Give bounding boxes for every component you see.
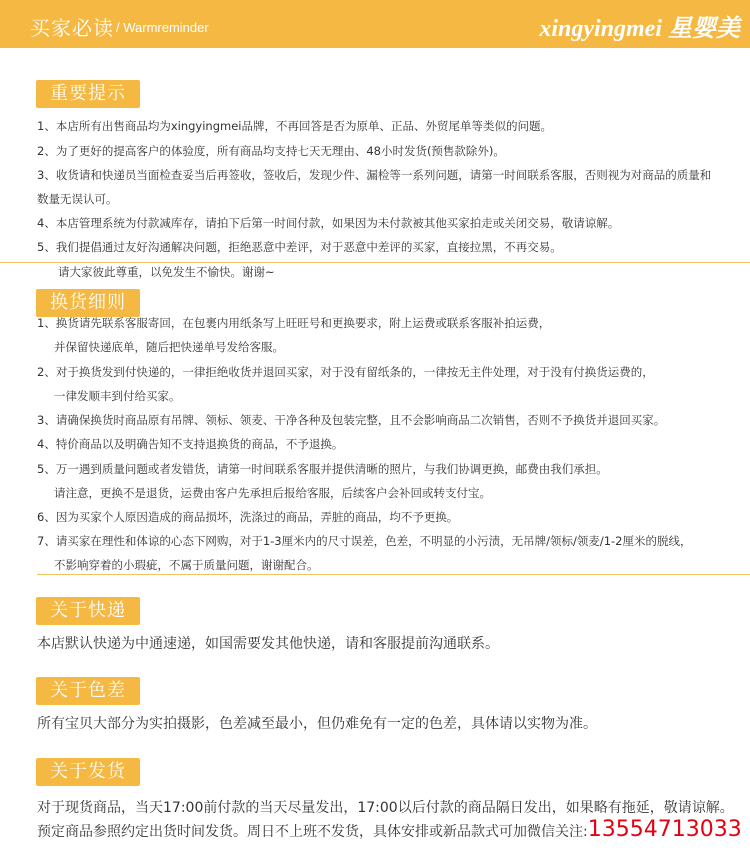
exchange-line-1-cont: 并保留快递底单，随后把快递单号发给客服。 — [54, 340, 284, 354]
exchange-line-7: 7、请买家在理性和体谅的心态下网购，对于1-3厘米内的尺寸误差，色差，不明显的小污渍，无吊牌/领标/领麦/1-2厘米的脱线， — [37, 534, 692, 548]
exchange-line-2: 2、对于换货发到付快递的，一律拒绝收货并退回买家，对于没有留纸条的，一律按无主件处理，对于没有付换货运费的， — [37, 365, 654, 379]
divider — [0, 262, 750, 263]
color-text: 所有宝贝大部分为实拍摄影，色差减至最小，但仍难免有一定的色差，具体请以实物为准。 — [37, 716, 597, 732]
exchange-line-5-cont: 请注意，更换不是退货，运费由客户先承担后报给客服，后续客户会补回或转支付宝。 — [54, 486, 491, 500]
shipping-line-2 — [37, 817, 742, 842]
header-bar — [0, 0, 750, 48]
page-title: 买家必读 — [30, 16, 114, 40]
section-heading-shipping: 关于发货 — [36, 758, 140, 786]
brand-logo: xingyingmei 星婴美 — [539, 16, 740, 42]
important-closing: 请大家彼此尊重，以免发生不愉快。谢谢~ — [58, 265, 275, 279]
page-subtitle: / Warmreminder — [116, 20, 209, 35]
important-line-2: 2、为了更好的提高客户的体验度，所有商品均支持七天无理由、48小时发货(预售款除外)。 — [37, 144, 505, 158]
shipping-line-2-text: 预定商品参照约定出货时间发货。周日不上班不发货，具体安排或新品款式可加微信关注: — [37, 824, 588, 840]
important-line-3-cont: 数量无误认可。 — [37, 192, 118, 206]
wechat-phone-number: 13554713033 — [587, 817, 742, 842]
shipping-line-1: 对于现货商品，当天17:00前付款的当天尽量发出，17:00以后付款的商品隔日发出，如果略有拖延，敬请谅解。 — [37, 800, 734, 816]
exchange-line-7-cont: 不影响穿着的小瑕疵，不属于质量问题，谢谢配合。 — [54, 558, 319, 572]
section-heading-exchange: 换货细则 — [36, 289, 140, 317]
important-line-4: 4、本店管理系统为付款减库存，请拍下后第一时间付款，如果因为未付款被其他买家拍走或关闭交易，敬请谅解。 — [37, 216, 620, 230]
section-heading-color: 关于色差 — [36, 677, 140, 705]
important-line-3: 3、收货请和快递员当面检查妥当后再签收，签收后，发现少件、漏检等一系列问题，请第一时间联系客服，否则视为对商品的质量和 — [37, 168, 712, 182]
exchange-line-6: 6、因为买家个人原因造成的商品损坏，洗涤过的商品，弄脏的商品，均不予更换。 — [37, 510, 459, 524]
exchange-line-3: 3、请确保换货时商品原有吊牌、领标、领麦、干净各种及包装完整，且不会影响商品二次销售，否则不予换货并退回买家。 — [37, 413, 666, 427]
exchange-line-1: 1、换货请先联系客服寄回，在包裹内用纸条写上旺旺号和更换要求，附上运费或联系客服补拍运费， — [37, 316, 551, 330]
important-line-5: 5、我们提倡通过友好沟通解决问题，拒绝恶意中差评，对于恶意中差评的买家，直接拉黑，不再交易。 — [37, 240, 562, 254]
section-heading-important: 重要提示 — [36, 80, 140, 108]
express-text: 本店默认快递为中通速递，如国需要发其他快递，请和客服提前沟通联系。 — [37, 636, 499, 652]
exchange-line-2-cont: 一律发顺丰到付给买家。 — [54, 389, 181, 403]
section-heading-express: 关于快递 — [36, 597, 140, 625]
important-line-1: 1、本店所有出售商品均为xingyingmei品牌，不再回答是否为原单、正品、外贸尾单等类似的问题。 — [37, 119, 552, 133]
divider — [37, 574, 750, 575]
exchange-line-5: 5、万一遇到质量问题或者发错货，请第一时间联系客服并提供清晰的照片，与我们协调更换，邮费由我们承担。 — [37, 462, 608, 476]
exchange-line-4: 4、特价商品以及明确告知不支持退换货的商品，不予退换。 — [37, 437, 344, 451]
